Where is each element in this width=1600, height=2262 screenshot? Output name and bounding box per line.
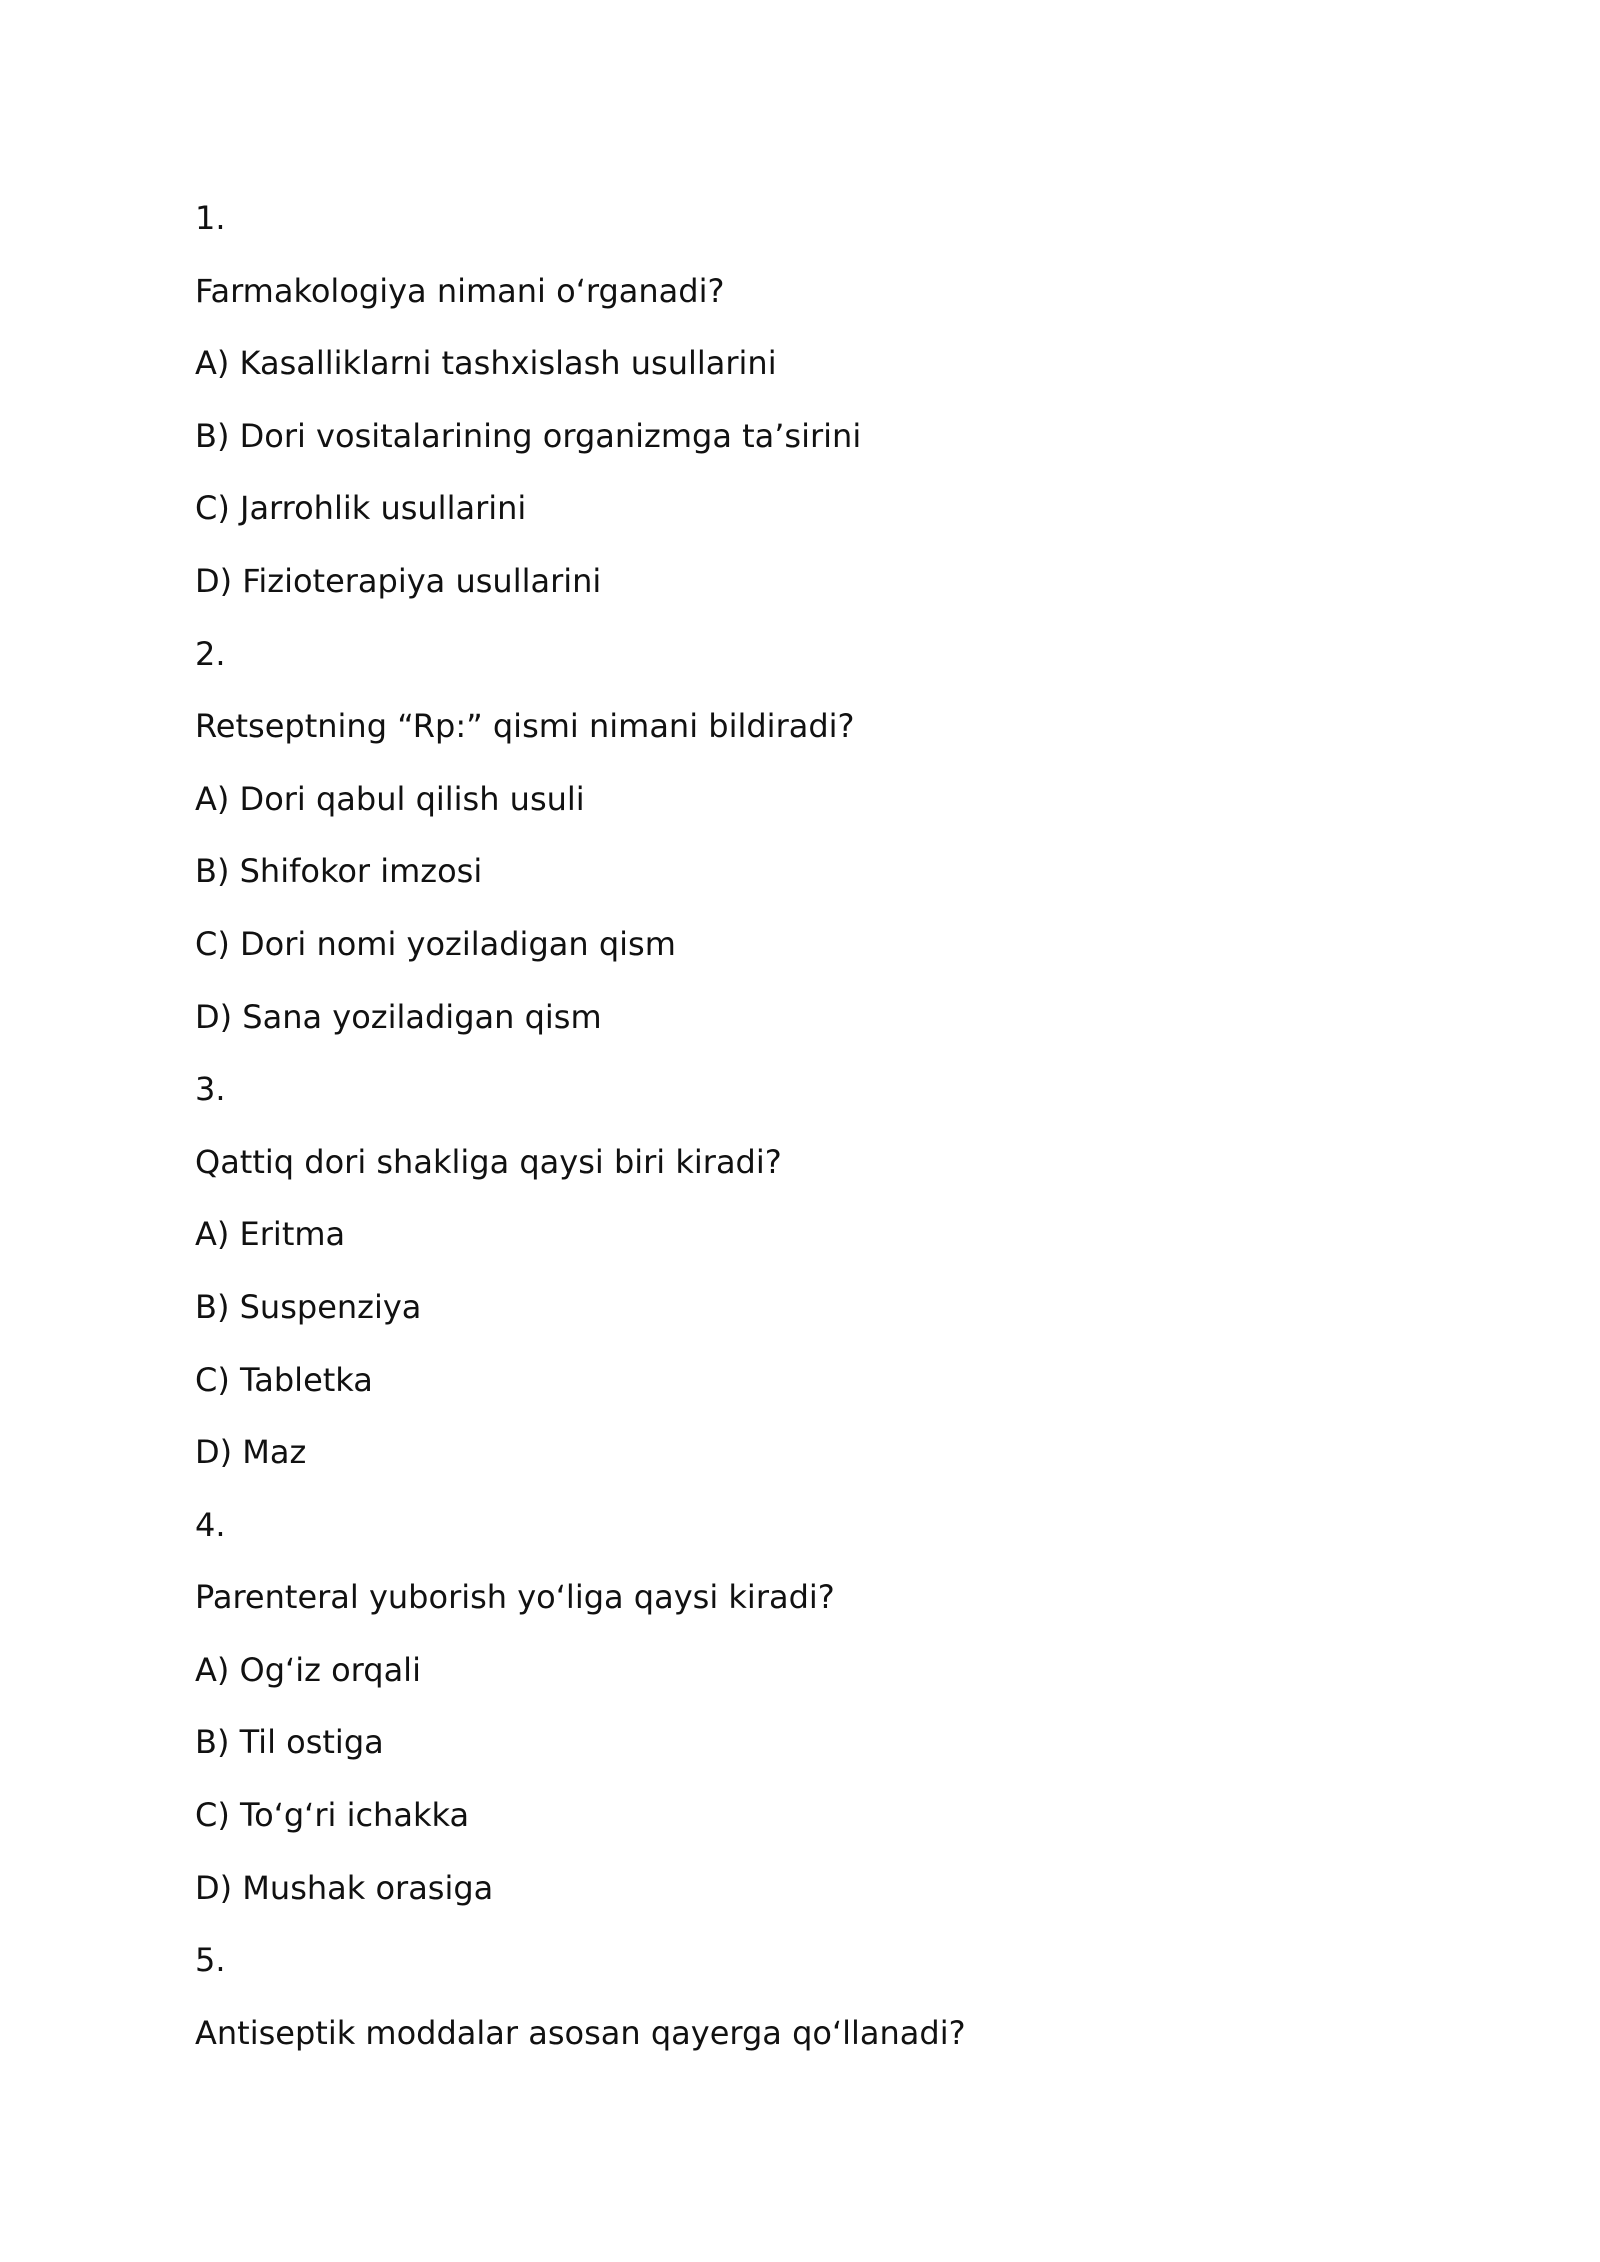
question-text: Parenteral yuborish yo‘liga qaysi kiradi? [195, 1578, 835, 1617]
answer-option-c: C) Tabletka [195, 1360, 373, 1399]
answer-option-c: C) Dori nomi yoziladigan qism [195, 924, 676, 963]
answer-option-d: D) Maz [195, 1433, 307, 1472]
answer-option-d: D) Fizioterapiya usullarini [195, 561, 602, 600]
answer-option-a: A) Kasalliklarni tashxislash usullarini [195, 344, 777, 383]
answer-option-a: A) Og‘iz orqali [195, 1650, 421, 1689]
question-number: 4. [195, 1505, 226, 1544]
answer-option-a: A) Dori qabul qilish usuli [195, 779, 585, 818]
quiz-content [195, 188, 1405, 2075]
answer-option-b: B) Dori vositalarining organizmga ta’sirini [195, 416, 862, 455]
question-text: Farmakologiya nimani o‘rganadi? [195, 271, 725, 310]
question-text: Retseptning “Rp:” qismi nimani bildiradi? [195, 707, 855, 746]
question-number: 1. [195, 199, 226, 237]
answer-option-b: B) Til ostiga [195, 1723, 384, 1762]
question-number: 2. [195, 634, 226, 673]
answer-option-d: D) Mushak orasiga [195, 1868, 494, 1907]
question-text: Qattiq dori shakliga qaysi biri kiradi? [195, 1142, 782, 1181]
answer-option-c: C) To‘g‘ri ichakka [195, 1796, 470, 1835]
question-number: 3. [195, 1070, 226, 1109]
answer-option-d: D) Sana yoziladigan qism [195, 997, 602, 1036]
answer-option-c: C) Jarrohlik usullarini [195, 489, 527, 528]
question-number: 5. [195, 1941, 226, 1980]
answer-option-a: A) Eritma [195, 1215, 346, 1254]
answer-option-b: B) Shifokor imzosi [195, 852, 483, 891]
answer-option-b: B) Suspenziya [195, 1287, 422, 1326]
question-text: Antiseptik moddalar asosan qayerga qo‘llanadi? [195, 2013, 966, 2052]
